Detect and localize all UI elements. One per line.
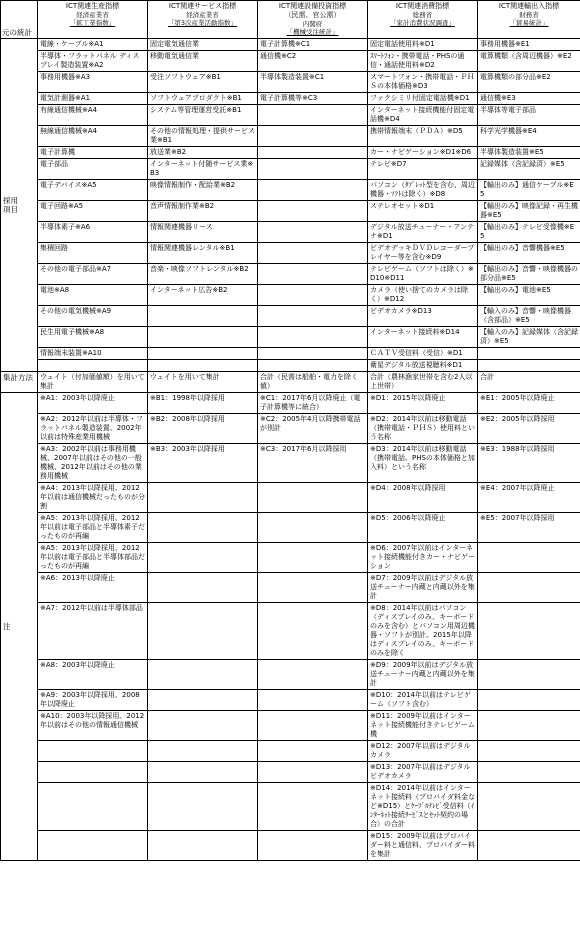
note-cell: ※A8：2003年以降廃止 xyxy=(38,660,148,690)
item-cell xyxy=(148,348,258,360)
item-cell xyxy=(478,360,580,372)
note-cell: ※A5：2013年以降採用、2012年以前は電子部品と半導体部品だったものが再編 xyxy=(38,543,148,573)
item-cell: 電気計測器※A1 xyxy=(38,93,148,105)
item-cell: 音楽・映像ソフトレンタル※B2 xyxy=(148,264,258,285)
note-row xyxy=(1,783,580,831)
item-cell: 固定電気通信業 xyxy=(148,39,258,51)
note-cell: ※B2：2008年以降採用 xyxy=(148,414,258,444)
item-cell: スマートフォン・携帯電話・ＰＨＳの本体価格※D3 xyxy=(368,72,478,93)
note-cell xyxy=(148,741,258,762)
item-row xyxy=(1,306,580,327)
item-cell: 電算機類の部分品※E2 xyxy=(478,72,580,93)
item-row xyxy=(1,72,580,93)
note-cell: ※D5：2006年以降廃止 xyxy=(368,513,478,543)
item-cell: 通信機※C2 xyxy=(258,51,368,72)
note-cell xyxy=(148,543,258,573)
item-cell: 電子デバイス※A5 xyxy=(38,180,148,201)
item-row xyxy=(1,126,580,147)
row-label-notes: 注 xyxy=(1,393,38,861)
note-row xyxy=(1,741,580,762)
item-cell xyxy=(258,147,368,159)
col-header-production: ICT関連生産指標 経済産業省 「鉱工業指数」 xyxy=(38,1,148,39)
item-cell: 通信機※E3 xyxy=(478,93,580,105)
note-cell xyxy=(478,831,580,861)
item-cell xyxy=(148,306,258,327)
item-cell: パソコン（ﾀﾌﾞﾚｯﾄ型を含む、周辺機器・ｿﾌﾄは除く）※D8 xyxy=(368,180,478,201)
method-cell: ウェイトを用いて集計 xyxy=(148,372,258,393)
item-cell xyxy=(148,327,258,348)
item-row xyxy=(1,360,580,372)
item-cell: 固定電話使用料※D1 xyxy=(368,39,478,51)
method-cell: 合計 xyxy=(478,372,580,393)
note-cell: ※D12：2007年以前はデジタルカメラ xyxy=(368,741,478,762)
note-cell xyxy=(478,741,580,762)
note-cell xyxy=(38,762,148,783)
note-row xyxy=(1,603,580,660)
note-cell xyxy=(478,762,580,783)
note-cell xyxy=(258,762,368,783)
item-cell xyxy=(258,180,368,201)
item-cell: 電子計算機※C1 xyxy=(258,39,368,51)
note-row xyxy=(1,711,580,741)
item-row xyxy=(1,285,580,306)
item-cell: テレビ※D7 xyxy=(368,159,478,180)
item-cell: 映像情報制作・配給業※B2 xyxy=(148,180,258,201)
item-cell: 音声情報制作業※B2 xyxy=(148,201,258,222)
item-cell: 【輸出のみ】テレビ受像機※E5 xyxy=(478,222,580,243)
item-cell: 電算機類（含周辺機器）※E2 xyxy=(478,51,580,72)
item-cell: 電子回路※A5 xyxy=(38,201,148,222)
item-cell xyxy=(258,327,368,348)
item-cell: 放送業※B2 xyxy=(148,147,258,159)
item-cell: 民生用電子機械※A8 xyxy=(38,327,148,348)
item-cell xyxy=(148,360,258,372)
item-cell: 半導体等電子部品 xyxy=(478,105,580,126)
item-cell: 半導体製造装置※C1 xyxy=(258,72,368,93)
note-cell xyxy=(478,603,580,660)
item-cell xyxy=(258,243,368,264)
item-cell: 半導体製造装置※E5 xyxy=(478,147,580,159)
item-cell: 受注ソフトウェア※B1 xyxy=(148,72,258,93)
note-cell xyxy=(478,543,580,573)
item-cell: ビデオカメラ※D13 xyxy=(368,306,478,327)
item-cell: 事務用機器※A3 xyxy=(38,72,148,93)
item-row xyxy=(1,348,580,360)
note-cell xyxy=(258,741,368,762)
note-cell xyxy=(38,783,148,831)
item-cell: カメラ（使い捨てのカメラは除く）※D12 xyxy=(368,285,478,306)
method-section xyxy=(1,372,580,393)
item-row xyxy=(1,147,580,159)
note-cell xyxy=(478,660,580,690)
item-row xyxy=(1,93,580,105)
item-cell xyxy=(478,348,580,360)
note-cell: ※C1：2017年6月以降廃止（電子計算機等に統合） xyxy=(258,393,368,414)
note-cell: ※D7：2009年以前はデジタル放送チューナー内蔵と内蔵以外を集計 xyxy=(368,573,478,603)
item-cell xyxy=(258,201,368,222)
item-row xyxy=(1,264,580,285)
item-row xyxy=(1,243,580,264)
item-cell: ＣＡＴＶ受信料（受信）※D1 xyxy=(368,348,478,360)
note-cell xyxy=(258,483,368,513)
note-row xyxy=(1,444,580,483)
item-row xyxy=(1,39,580,51)
item-cell: インターネット付随サービス業※B3 xyxy=(148,159,258,180)
item-row xyxy=(1,51,580,72)
item-cell: 情報関連機器レンタル※B1 xyxy=(148,243,258,264)
note-cell xyxy=(148,513,258,543)
item-row xyxy=(1,180,580,201)
item-cell: 【輸入のみ】音響・映像機器（含部品）※E5 xyxy=(478,306,580,327)
item-cell: 移動電気通信業 xyxy=(148,51,258,72)
note-cell: ※E3：1988年以降採用 xyxy=(478,444,580,483)
method-row xyxy=(1,372,580,393)
note-row xyxy=(1,543,580,573)
note-row xyxy=(1,762,580,783)
note-cell xyxy=(38,831,148,861)
item-cell: 半導体素子※A6 xyxy=(38,222,148,243)
item-cell: ソフトウェアプロダクト※B1 xyxy=(148,93,258,105)
item-cell: 【輸入のみ】記録媒体（含記録済）※E5 xyxy=(478,327,580,348)
item-cell: インターネット接続機能付固定電話機※D4 xyxy=(368,105,478,126)
note-cell: ※B3：2003年以降採用 xyxy=(148,444,258,483)
item-row xyxy=(1,159,580,180)
item-cell xyxy=(258,159,368,180)
item-row xyxy=(1,201,580,222)
note-cell xyxy=(148,573,258,603)
note-cell: ※D15：2009年以前はプロバイダー料と通信料、プロバイダー料を集計 xyxy=(368,831,478,861)
note-cell xyxy=(148,831,258,861)
item-cell xyxy=(258,306,368,327)
item-cell: 有線通信機械※A4 xyxy=(38,105,148,126)
note-cell: ※E5：2007年以降採用 xyxy=(478,513,580,543)
item-row xyxy=(1,327,580,348)
item-cell: 【輸出のみ】音響・映像機器の部分品※E5 xyxy=(478,264,580,285)
note-cell xyxy=(148,783,258,831)
row-label-method: 集計方法 xyxy=(1,372,38,393)
note-cell: ※A4：2013年以降採用、2012年以前は通信機械だったものが分割 xyxy=(38,483,148,513)
note-cell: ※A3：2002年以前は事務用機械、2007年以前はその他の一般機械、2012年以前はその他の業務用機械 xyxy=(38,444,148,483)
note-cell xyxy=(258,783,368,831)
note-cell xyxy=(258,660,368,690)
item-cell: デジタル放送チューナー・アンテナ※D1 xyxy=(368,222,478,243)
header-row xyxy=(1,1,580,39)
note-cell xyxy=(258,711,368,741)
note-row xyxy=(1,513,580,543)
item-cell: ビデオデッキＤＶＤレコーダープレイヤー等を含む※D9 xyxy=(368,243,478,264)
note-cell: ※A10：2003年以降採用、2012年以前はその他の情報通信機械 xyxy=(38,711,148,741)
note-cell: ※A5：2013年以降採用、2012年以前は電子部品と半導体素子だったものが再編 xyxy=(38,513,148,543)
note-cell: ※D1：2015年以降廃止 xyxy=(368,393,478,414)
note-cell: ※D3：2014年以前は移動電話（携帯電話、PHSの本体価格と加入料）という名称 xyxy=(368,444,478,483)
note-cell: ※D10：2014年以前はテレビゲーム（ソフト含む） xyxy=(368,690,478,711)
note-cell xyxy=(148,660,258,690)
item-cell: 集積回路 xyxy=(38,243,148,264)
item-cell: インターネット接続料※D14 xyxy=(368,327,478,348)
note-cell xyxy=(478,573,580,603)
note-cell: ※A2：2012年以前は半導体・フラットパネル製造装置、2002年以前は特殊産業用機械 xyxy=(38,414,148,444)
item-cell: 【輸出のみ】電池※E5 xyxy=(478,285,580,306)
item-cell: 衛星デジタル放送視聴料※D1 xyxy=(368,360,478,372)
col-header-trade: ICT関連輸出入指標 財務省 「貿易統計」 xyxy=(478,1,580,39)
item-cell: 半導体・フラットパネル ディスプレイ製造装置※A2 xyxy=(38,51,148,72)
item-cell: 【輸出のみ】通信ケーブル※E5 xyxy=(478,180,580,201)
note-row xyxy=(1,414,580,444)
note-cell: ※E2：2005年以降採用 xyxy=(478,414,580,444)
item-cell: 無線通信機械※A4 xyxy=(38,126,148,147)
note-row xyxy=(1,660,580,690)
col-header-consumption: ICT関連消費指標 総務省 「家計消費状況調査」 xyxy=(368,1,478,39)
note-cell xyxy=(258,513,368,543)
item-cell: 携帯情報端末（ＰＤＡ）※D5 xyxy=(368,126,478,147)
note-cell: ※D14：2014年以前はインターネット接続料（プロバイダ料金など※D15）とｹｰﾌﾞﾙﾃﾚﾋﾞ受信料（ｲﾝﾀｰﾈｯﾄ接続ｻｰﾋﾞｽとｾｯﾄ契約の場合）の合計 xyxy=(368,783,478,831)
item-cell: 電池※A8 xyxy=(38,285,148,306)
note-cell: ※A7：2012年以前は半導体部品 xyxy=(38,603,148,660)
item-cell: 事務用機器※E1 xyxy=(478,39,580,51)
note-cell xyxy=(478,711,580,741)
note-cell xyxy=(478,783,580,831)
note-cell: ※A6：2013年以降廃止 xyxy=(38,573,148,603)
item-cell: ｽﾏｰﾄﾌｫﾝ・携帯電話・PHSの通信・通話使用料※D2 xyxy=(368,51,478,72)
row-label-items: 採用 項目 xyxy=(1,39,38,372)
note-cell xyxy=(258,573,368,603)
method-cell: 合計（民需は船舶・電力を除く値） xyxy=(258,372,368,393)
note-row xyxy=(1,573,580,603)
method-cell: ウェイト（付加価値額）を用いて集計 xyxy=(38,372,148,393)
item-cell: その他の電子部品※A7 xyxy=(38,264,148,285)
note-cell: ※C2：2005年4月以降携帯電話が別計 xyxy=(258,414,368,444)
note-cell xyxy=(148,603,258,660)
note-cell xyxy=(148,711,258,741)
note-cell xyxy=(258,831,368,861)
item-cell: システム等管理運営受託※B1 xyxy=(148,105,258,126)
note-cell: ※D9：2009年以前はデジタル放送チューナー内蔵と内蔵以外を集計 xyxy=(368,660,478,690)
note-cell: ※D6：2007年以前はインターネット接続機能付きカー・ナビゲーション xyxy=(368,543,478,573)
item-cell: その他の電気機械※A9 xyxy=(38,306,148,327)
item-cell: 情報関連機器リース xyxy=(148,222,258,243)
note-row xyxy=(1,831,580,861)
item-cell: 電線・ケーブル※A1 xyxy=(38,39,148,51)
method-cell: 合計（農林漁家世帯を含む2人以上世帯） xyxy=(368,372,478,393)
item-cell: テレビゲーム（ソフトは除く）※D10※D11 xyxy=(368,264,478,285)
item-cell xyxy=(258,360,368,372)
note-cell xyxy=(258,543,368,573)
note-row xyxy=(1,393,580,414)
item-row xyxy=(1,105,580,126)
note-cell: ※E4：2007年以降廃止 xyxy=(478,483,580,513)
note-cell xyxy=(148,483,258,513)
item-cell xyxy=(258,264,368,285)
item-cell: 電子部品 xyxy=(38,159,148,180)
note-cell: ※B1：1998年以降採用 xyxy=(148,393,258,414)
item-cell xyxy=(258,126,368,147)
item-cell: 情報端末装置※A10 xyxy=(38,348,148,360)
item-cell: 電子計算機等※C3 xyxy=(258,93,368,105)
note-cell: ※D11：2009年以前はインターネット接続機能付きテレビゲーム機 xyxy=(368,711,478,741)
note-row xyxy=(1,690,580,711)
item-cell xyxy=(258,105,368,126)
item-cell: 記録媒体（含記録済）※E5 xyxy=(478,159,580,180)
note-cell xyxy=(148,690,258,711)
note-cell: ※D13：2007年以前はデジタルビデオカメラ xyxy=(368,762,478,783)
note-cell xyxy=(148,762,258,783)
note-row xyxy=(1,483,580,513)
item-cell: 【輸出のみ】音響機器※E5 xyxy=(478,243,580,264)
item-cell: インターネット広告※B2 xyxy=(148,285,258,306)
item-cell: 電子計算機 xyxy=(38,147,148,159)
col-header-service: ICT関連サービス指標 経済産業省 「第3次産業活動指数」 xyxy=(148,1,258,39)
note-cell xyxy=(258,690,368,711)
item-cell xyxy=(258,285,368,306)
item-cell: カー・ナビゲーション※D1※D6 xyxy=(368,147,478,159)
note-cell: ※A1：2003年以降廃止 xyxy=(38,393,148,414)
corner-cell: 元の統計 xyxy=(1,1,38,39)
item-cell: ファクシミリ付固定電話機※D1 xyxy=(368,93,478,105)
note-cell: ※C3：2017年6月以降採用 xyxy=(258,444,368,483)
items-section xyxy=(1,39,580,372)
item-cell: 科学光学機器※E4 xyxy=(478,126,580,147)
notes-section xyxy=(1,393,580,861)
item-row xyxy=(1,222,580,243)
item-cell: その他の情報処理・提供サービス業※B1 xyxy=(148,126,258,147)
note-cell: ※E1：2005年以降廃止 xyxy=(478,393,580,414)
item-cell: ステレオセット※D1 xyxy=(368,201,478,222)
item-cell xyxy=(258,348,368,360)
note-cell xyxy=(38,741,148,762)
col-header-investment: ICT関連設備投資指標 （民需、官公需） 内閣府 「機械受注統計」 xyxy=(258,1,368,39)
note-cell: ※D2：2014年以前は移動電話（携帯電話・ＰＨＳ）使用料という名称 xyxy=(368,414,478,444)
item-cell xyxy=(258,222,368,243)
item-cell: 【輸出のみ】映像記録・再生機器※E5 xyxy=(478,201,580,222)
note-cell: ※D4：2008年以降採用 xyxy=(368,483,478,513)
note-cell: ※D8：2014年以前はパソコン（ディスプレイのみ、キーボードのみを含む）とパソコン用周辺機器・ソフトが別計。2015年以降はディスプレイのみ、キーボードのみを除く xyxy=(368,603,478,660)
note-cell: ※A9：2003年以降採用、2008年以降廃止 xyxy=(38,690,148,711)
item-cell xyxy=(38,360,148,372)
note-cell xyxy=(478,690,580,711)
note-cell xyxy=(258,603,368,660)
